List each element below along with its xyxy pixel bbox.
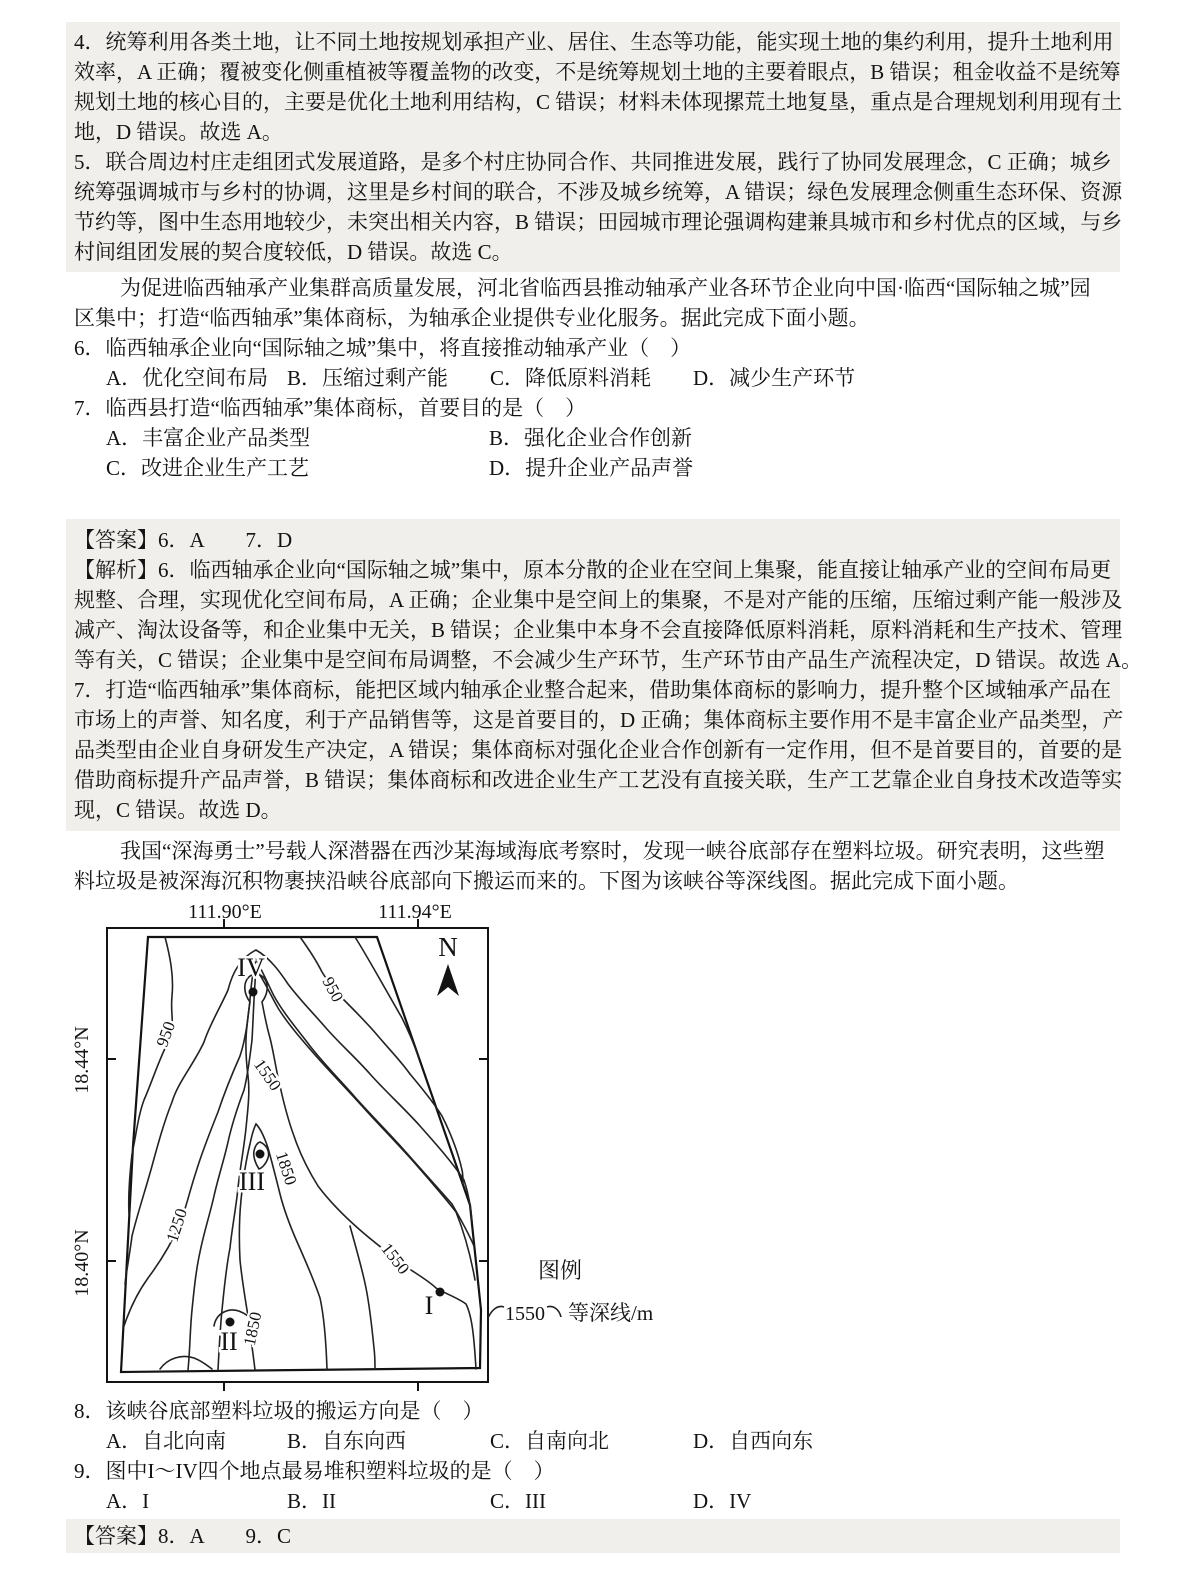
- north-label: N: [438, 932, 458, 962]
- option-7b: B．强化企业合作创新: [489, 426, 693, 450]
- latitude-label-top: 18.44°N: [71, 1026, 93, 1094]
- label-1850-bottom: 1850: [239, 1310, 266, 1348]
- analysis-line: 规整、合理，实现优化空间布局，A 正确；企业集中是空间上的集聚，不是对产能的压缩，压缩过剩产能一般涉及: [74, 588, 1123, 612]
- option-7a: A．丰富企业产品类型: [106, 426, 311, 450]
- isobath-map: [60, 896, 720, 1396]
- text-line: 规划土地的核心目的，主要是优化土地利用结构，C 错误；材料未体现摞荒土地复垦，重点是合理规划利用现有土: [74, 90, 1123, 114]
- question-7-stem: 7．临西县打造“临西轴承”集体商标，首要目的是（ ）: [74, 396, 587, 420]
- analysis-line: 减产、淘汰设备等，和企业集中无关，B 错误；企业集中本身不会直接降低原料消耗，原料消耗和生产技术、管理: [74, 618, 1123, 642]
- isobath-labels: [153, 974, 414, 1348]
- text-line: 4．统筹利用各类土地，让不同土地按规划承担产业、居住、生态等功能，能实现土地的集约利用，提升土地利用: [74, 30, 1114, 54]
- point-iii-dot: [256, 1150, 265, 1159]
- analysis-line: 借助商标提升产品声誉，B 错误；集体商标和改进企业生产工艺没有直接关联，生产工艺靠企业自身技术改造等实: [74, 768, 1123, 792]
- option-9c: C．III: [490, 1489, 546, 1513]
- analysis-line: 品类型由企业自身研发生产决定，A 错误；集体商标对强化企业合作创新有一定作用，但不是首要目的，首要的是: [74, 738, 1123, 762]
- point-iii-label: III: [239, 1167, 265, 1196]
- option-9d: D．IV: [693, 1489, 752, 1513]
- point-iv-label: IV: [237, 953, 265, 982]
- passage-line: 我国“深海勇士”号载人深潜器在西沙某海域海底考察时，发现一峡谷底部存在塑料垃圾。研究表明，这些塑: [120, 839, 1105, 863]
- analysis-line: 市场上的声誉、知名度，利于产品销售等，这是首要目的，D 正确；集体商标主要作用不是丰富企业产品类型，产: [74, 708, 1124, 732]
- point-ii-label: II: [220, 1327, 238, 1356]
- point-i-dot: [436, 1288, 445, 1297]
- question-9-options: [66, 1486, 1120, 1516]
- option-8b: B．自东向西: [287, 1429, 407, 1453]
- latitude-label-bottom: 18.40°N: [71, 1229, 93, 1297]
- option-7c: C．改进企业生产工艺: [106, 456, 310, 480]
- map-figure: [60, 896, 720, 1396]
- option-7d: D．提升企业产品声誉: [489, 456, 694, 480]
- longitude-label-left: 111.90°E: [188, 901, 262, 923]
- legend-value: 1550: [505, 1303, 545, 1325]
- passage-line: 为促进临西轴承产业集群高质量发展，河北省临西县推动轴承产业各环节企业向中国·临西“国际轴之城”园: [120, 276, 1091, 300]
- question-8-options: [66, 1426, 1120, 1456]
- option-9a: A．I: [106, 1489, 150, 1513]
- text-line: 节约等，图中生态用地较少，未突出相关内容，B 错误；田园城市理论强调构建兼具城市和乡村优点的区域，与乡: [74, 210, 1123, 234]
- text-line: 村间组团发展的契合度较低，D 错误。故选 C。: [74, 240, 513, 264]
- label-1850-pocket: 1850: [271, 1149, 301, 1188]
- label-950-west: 950: [152, 1018, 180, 1050]
- option-6d: D．减少生产环节: [693, 366, 856, 390]
- question-8-stem: 8．该峡谷底部塑料垃圾的搬运方向是（ ）: [74, 1399, 484, 1423]
- passage-line: 区集中；打造“临西轴承”集体商标，为轴承企业提供专业化服务。据此完成下面小题。: [74, 306, 870, 330]
- point-ii-dot: [226, 1318, 235, 1327]
- passage-submersible: [66, 836, 1120, 896]
- question-7-options-row2: [66, 453, 1120, 483]
- isobath-1250: [124, 960, 474, 1326]
- isobath-bottom-bump: [160, 1356, 212, 1369]
- question-6-stem: 6．临西轴承企业向“国际轴之城”集中，将直接推动轴承产业（ ）: [74, 336, 692, 360]
- passage-line: 料垃圾是被深海沉积物裹挟沿峡谷底部向下搬运而来的。下图为该峡谷等深线图。据此完成下面小题。: [74, 869, 1019, 893]
- legend-text: 等深线/m: [568, 1301, 654, 1325]
- longitude-label-right: 111.94°E: [378, 901, 452, 923]
- text-line: 地，D 错误。故选 A。: [74, 120, 283, 144]
- text-line: 统筹强调城市与乡村的协调，这里是乡村间的联合，不涉及城乡统筹，A 错误；绿色发展理念侧重生态环保、资源: [74, 180, 1123, 204]
- legend-title: 图例: [537, 1258, 583, 1283]
- isobath-unlabeled-se: [350, 1226, 375, 1369]
- graticule-ticks: [107, 919, 488, 1391]
- option-6b: B．压缩过剩产能: [287, 366, 449, 390]
- map-legend: [488, 1258, 653, 1325]
- option-8a: A．自北向南: [106, 1429, 227, 1453]
- analysis-line: 现，C 错误。故选 D。: [74, 798, 282, 822]
- analysis-line: 等有关，C 错误；企业集中是空间布局调整，不会减少生产环节，生产环节由产品生产流程决定，D 错误。故选 A。: [74, 648, 1143, 672]
- text-line: 5．联合周边村庄走组团式发展道路，是多个村庄协同合作、共同推进发展，践行了协同发展理念，C 正确；城乡: [74, 150, 1112, 174]
- question-9-stem: 9．图中I～IV四个地点最易堆积塑料垃圾的是（ ）: [74, 1459, 555, 1483]
- option-8d: D．自西向东: [693, 1429, 814, 1453]
- question-block-6-7: [66, 273, 1120, 483]
- label-1250-west: 1250: [162, 1206, 192, 1245]
- label-1550-east: 1550: [377, 1239, 414, 1278]
- text-line: 效率，A 正确；覆被变化侧重植被等覆盖物的改变，不是统筹规划土地的主要着眼点，B 错误；租金收益不是统筹: [74, 60, 1121, 84]
- point-iv-dot: [249, 988, 258, 997]
- label-1550-center: 1550: [249, 1055, 286, 1095]
- answer-line: 【答案】6．A 7．D: [74, 528, 293, 552]
- question-6-options: [66, 363, 1120, 393]
- isobath-unlabeled-ne: [355, 937, 419, 1058]
- option-8c: C．自南向北: [490, 1429, 610, 1453]
- isobath-lines: [124, 937, 476, 1370]
- north-arrow: [437, 932, 459, 996]
- question-7-options-row1: [66, 423, 1120, 453]
- point-i-label: I: [424, 1291, 434, 1320]
- question-block-8-9: [66, 1396, 1120, 1516]
- analysis-line: 7．打造“临西轴承”集体商标，能把区域内轴承企业整合起来，借助集体商标的影响力，提升整个区域轴承产品在: [74, 678, 1112, 702]
- answer-line: 【答案】8．A 9．C: [74, 1524, 292, 1548]
- north-arrow-icon: [437, 964, 459, 996]
- answer-block-8-9: [66, 1519, 1120, 1553]
- answer-block-6-7: [66, 519, 1143, 831]
- option-6c: C．降低原料消耗: [490, 366, 652, 390]
- option-6a: A．优化空间布局: [106, 366, 269, 390]
- analysis-line: 【解析】6．临西轴承企业向“国际轴之城”集中，原本分散的企业在空间上集聚，能直接让轴承产业的空间布局更: [74, 558, 1112, 582]
- option-9b: B．II: [287, 1489, 336, 1513]
- analysis-block-q4-q5: [66, 22, 1123, 272]
- label-950-east: 950: [318, 973, 348, 1006]
